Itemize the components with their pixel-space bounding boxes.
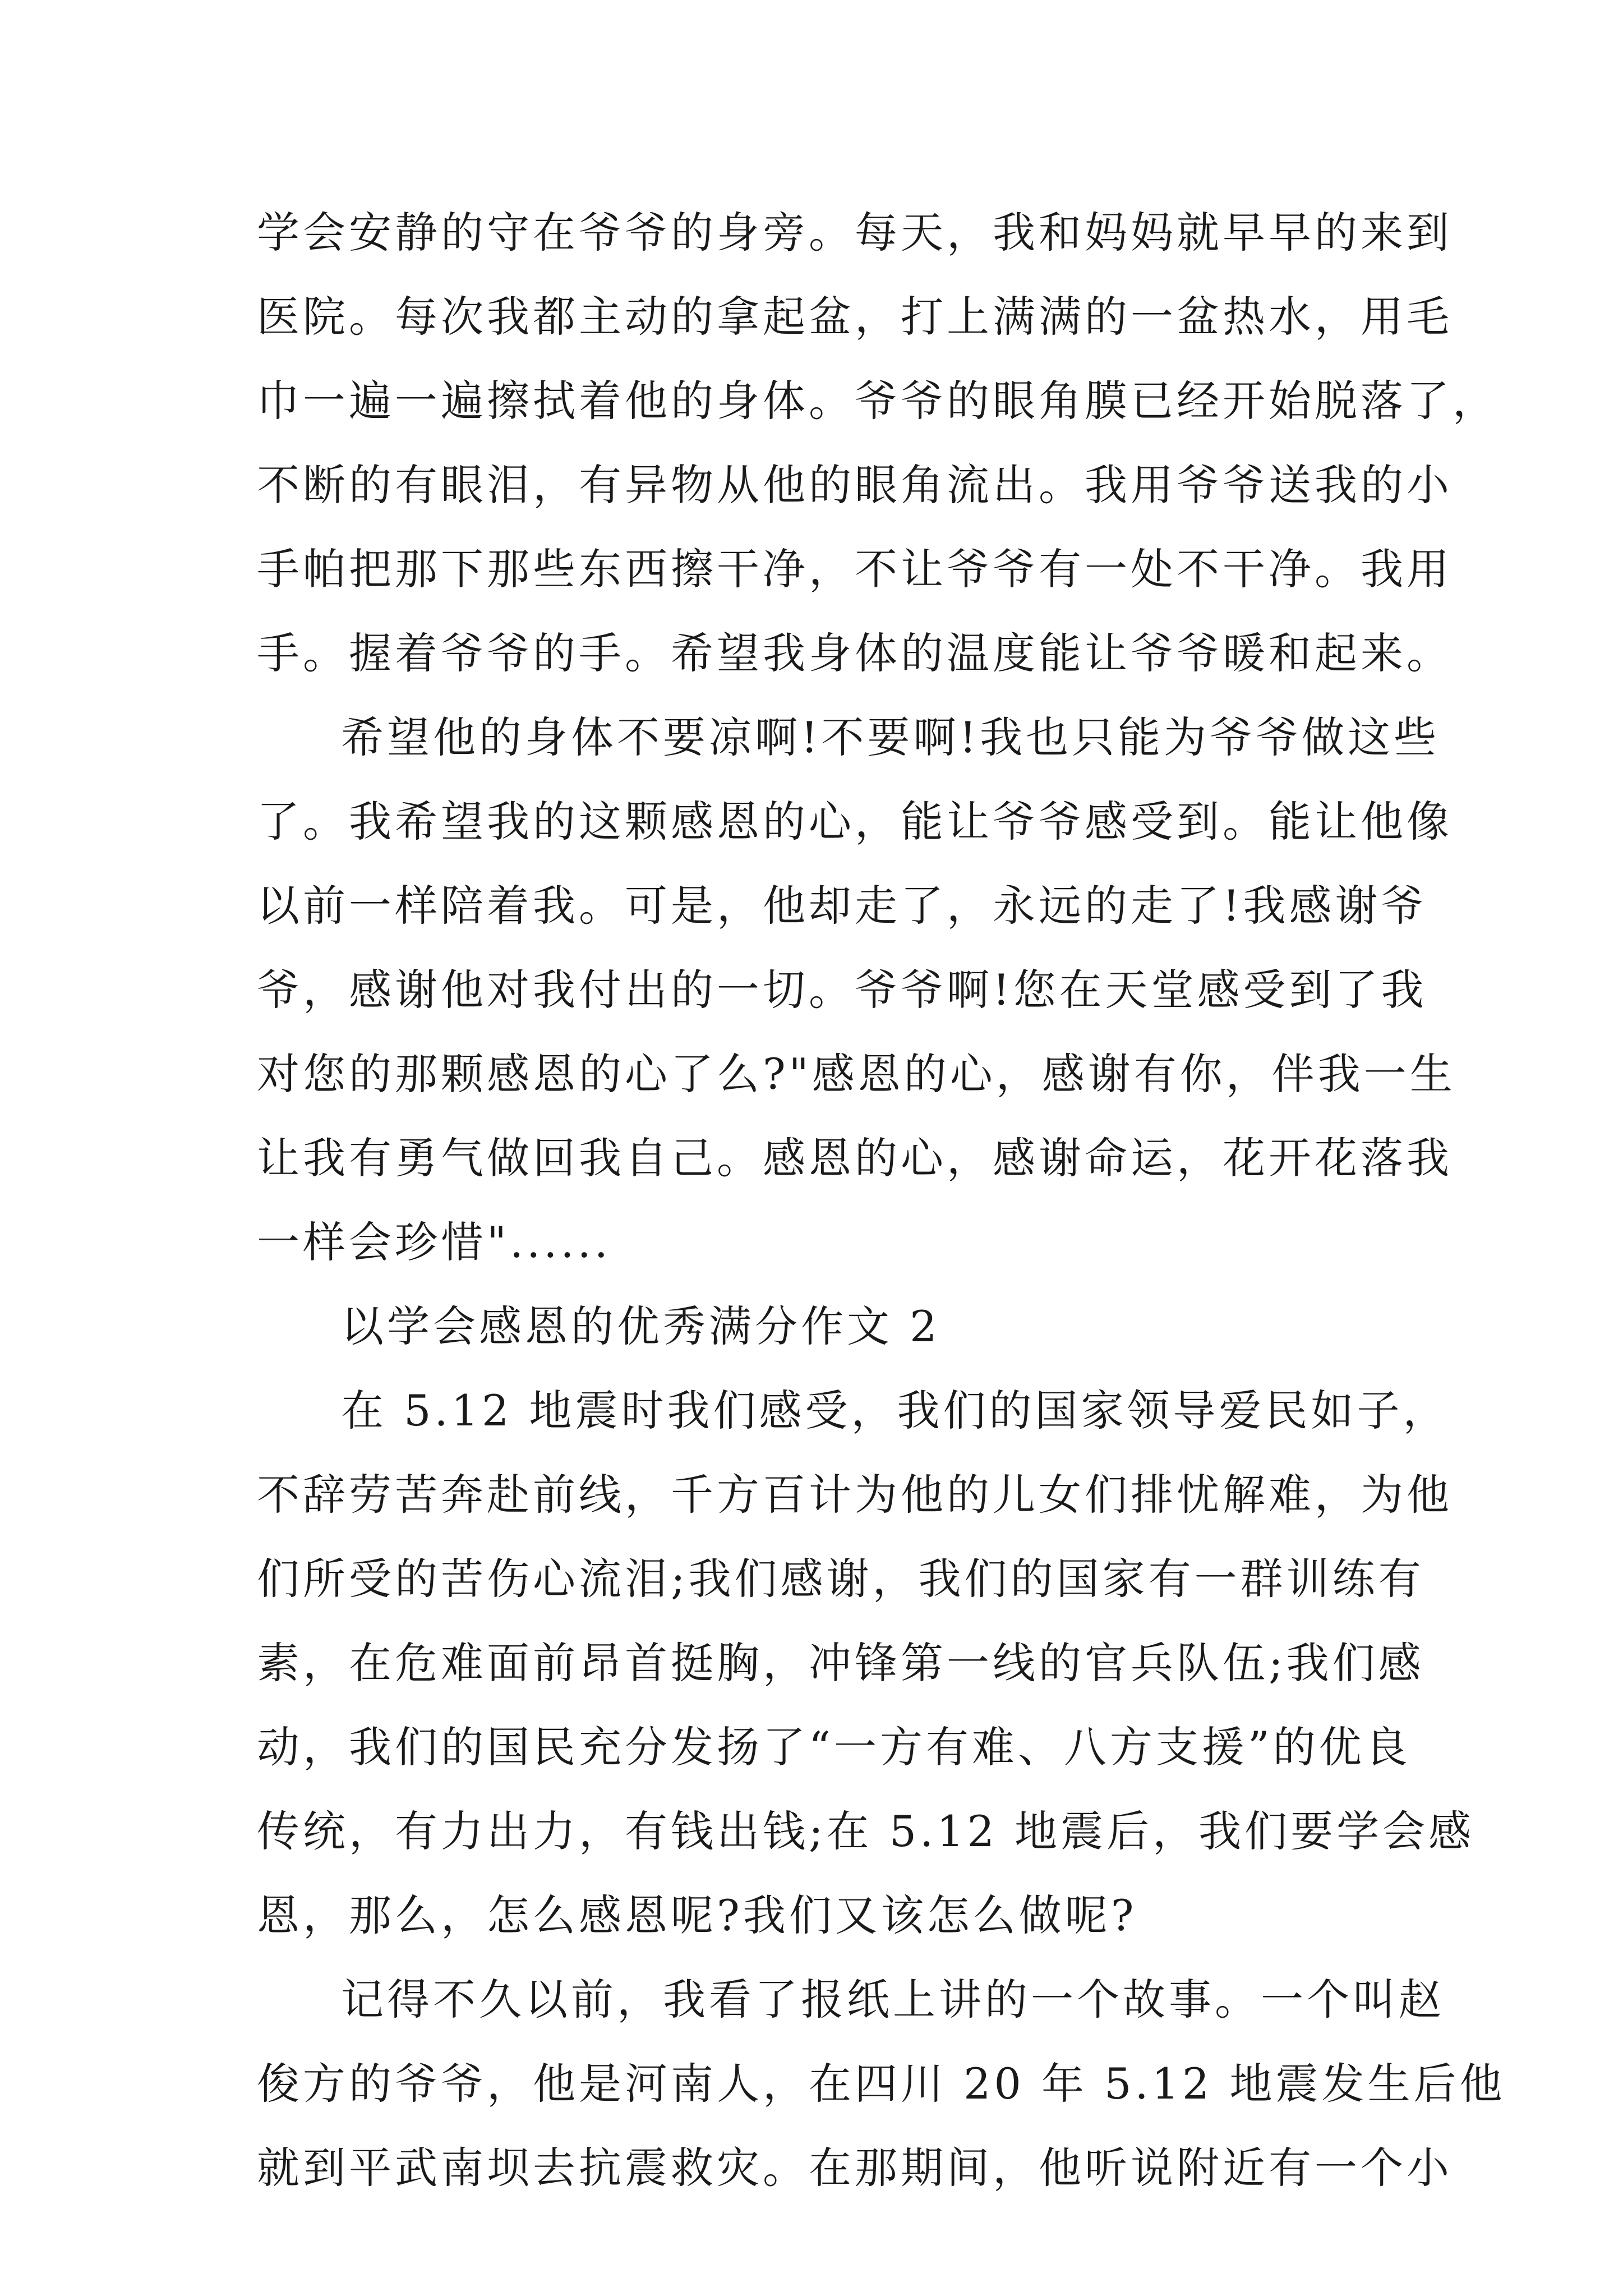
text-line: 在 5.12 地震时我们感受，我们的国家领导爱民如子，	[341, 1386, 1449, 1435]
text-line: 素，在危难面前昂首挺胸，冲锋第一线的官兵队伍;我们感	[257, 1638, 1424, 1688]
text-line: 不断的有眼泪，有异物从他的眼角流出。我用爷爷送我的小	[257, 460, 1453, 510]
text-line: 不辞劳苦奔赴前线，千方百计为他的儿女们排忧解难，为他	[257, 1470, 1453, 1520]
text-line: 以前一样陪着我。可是，他却走了，永远的走了!我感谢爷	[257, 881, 1427, 931]
text-line: 巾一遍一遍擦拭着他的身体。爷爷的眼角膜已经开始脱落了，	[257, 376, 1498, 426]
text-line: 恩，那么，怎么感恩呢?我们又该怎么做呢?	[257, 1890, 1137, 1940]
text-line: 传统，有力出力，有钱出钱;在 5.12 地震后，我们要学会感	[257, 1806, 1475, 1856]
text-line: 俊方的爷爷，他是河南人，在四川 20 年 5.12 地震发生后他	[257, 2059, 1506, 2109]
text-line: 爷，感谢他对我付出的一切。爷爷啊!您在天堂感受到了我	[257, 965, 1427, 1015]
text-line: 记得不久以前，我看了报纸上讲的一个故事。一个叫赵	[341, 1975, 1445, 2024]
text-line: 手。握着爷爷的手。希望我身体的温度能让爷爷暖和起来。	[257, 628, 1453, 678]
text-line: 医院。每次我都主动的拿起盆，打上满满的一盆热水，用毛	[257, 292, 1453, 342]
text-line: 了。我希望我的这颗感恩的心，能让爷爷感受到。能让他像	[257, 797, 1453, 846]
text-line: 们所受的苦伤心流泪;我们感谢，我们的国家有一群训练有	[257, 1554, 1424, 1604]
text-line: 动，我们的国民充分发扬了“一方有难、八方支援”的优良	[257, 1722, 1411, 1772]
text-line: 学会安静的守在爷爷的身旁。每天，我和妈妈就早早的来到	[257, 208, 1453, 257]
text-line: 一样会珍惜"......	[257, 1217, 611, 1267]
text-line: 手帕把那下那些东西擦干净，不让爷爷有一处不干净。我用	[257, 544, 1453, 594]
section-heading: 以学会感恩的优秀满分作文 2	[341, 1301, 940, 1351]
text-line: 让我有勇气做回我自己。感恩的心，感谢命运，花开花落我	[257, 1133, 1453, 1183]
text-line: 希望他的身体不要凉啊!不要啊!我也只能为爷爷做这些	[341, 712, 1440, 762]
text-line: 就到平武南坝去抗震救灾。在那期间，他听说附近有一个小	[257, 2143, 1453, 2193]
text-line: 对您的那颗感恩的心了么?"感恩的心，感谢有你，伴我一生	[257, 1049, 1456, 1099]
